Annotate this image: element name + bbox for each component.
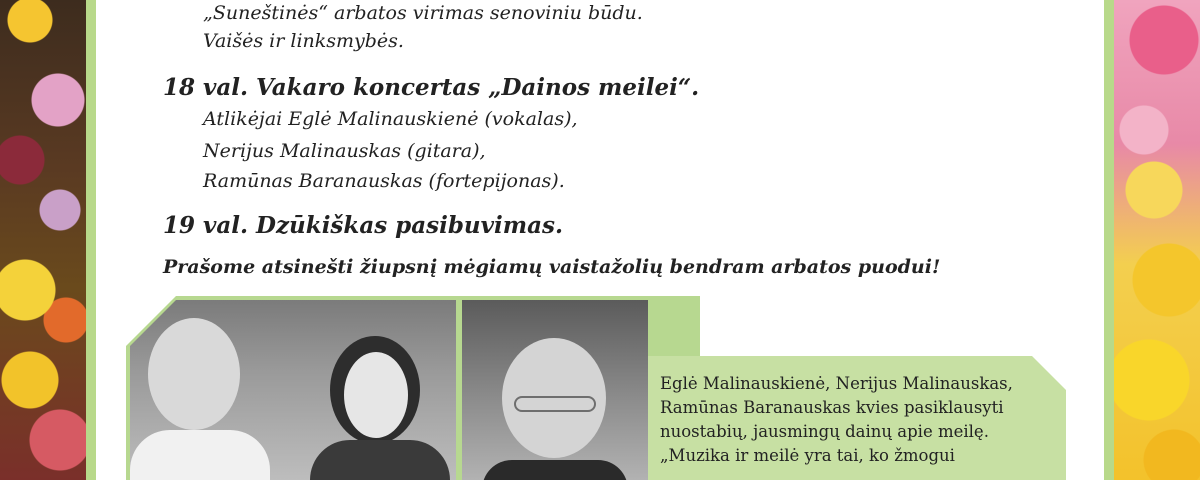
- duo-photo: [130, 300, 456, 480]
- schedule-treats-line: Vaišės ir linksmybės.: [203, 30, 404, 52]
- info-line: Eglė Malinauskienė, Nerijus Malinauskas,: [660, 374, 1013, 393]
- herb-request-note: Prašome atsinešti žiupsnį mėgiamų vaistažolių bendram arbatos puodui!: [163, 256, 941, 278]
- event-18-title: 18 val. Vakaro koncertas „Dainos meilei“.: [163, 74, 700, 101]
- performer-line: Nerijus Malinauskas (gitara),: [203, 140, 486, 162]
- schedule-tea-line: „Suneštinės“ arbatos virimas senoviniu būdu.: [203, 2, 643, 24]
- info-text: [660, 372, 1040, 468]
- info-line: nuostabių, jausmingų dainų apie meilę.: [660, 422, 989, 441]
- info-line: Ramūnas Baranauskas kvies pasiklausyti: [660, 398, 1004, 417]
- performer-line: Atlikėjai Eglė Malinauskienė (vokalas),: [203, 108, 578, 130]
- woman-top: [310, 440, 450, 480]
- flower-border-right: [1114, 0, 1200, 480]
- info-line: „Muzika ir meilė yra tai, ko žmogui: [660, 446, 955, 465]
- event-19-title: 19 val. Dzūkiškas pasibuvimas.: [163, 212, 563, 239]
- performer-line: Ramūnas Baranauskas (fortepijonas).: [203, 170, 565, 192]
- man-head: [148, 318, 240, 430]
- man-shirt: [130, 430, 270, 480]
- pianist-photo: [462, 300, 648, 480]
- pianist-jacket: [482, 460, 628, 480]
- woman-face: [344, 352, 408, 438]
- flower-border-left: [0, 0, 86, 480]
- glasses: [514, 396, 596, 412]
